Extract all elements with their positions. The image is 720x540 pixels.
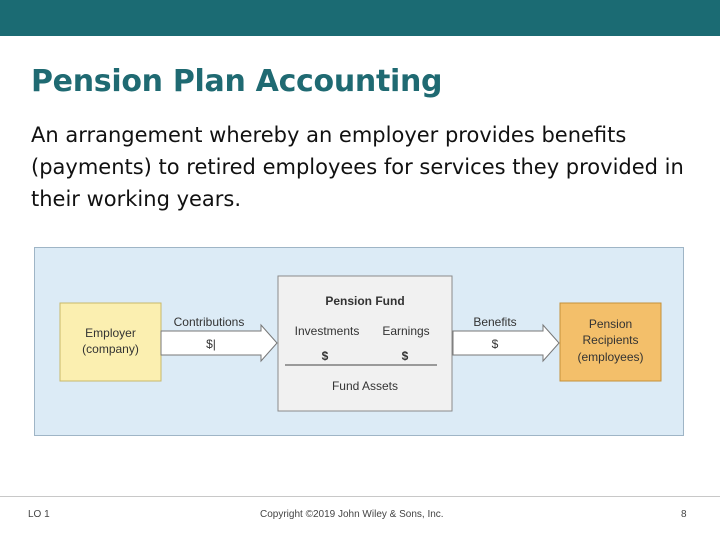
fund-assets-label: Fund Assets [331,379,399,393]
benefits-arrow [453,325,559,361]
earnings-label: Earnings [382,324,430,338]
recipients-label-line2: Recipients [582,333,639,347]
employer-label-line2: (company) [82,342,139,356]
copyright-notice: Copyright ©2019 John Wiley & Sons, Inc. [260,509,444,520]
pension-fund-title: Pension Fund [325,294,405,308]
investments-label: Investments [294,324,360,338]
employer-label-line1: Employer [85,326,136,340]
contributions-arrow [161,325,277,361]
footer-divider [0,496,720,497]
slide-body-text: An arrangement whereby an employer provides benefits (payments) to retired employees for services they provided in their working years. [31,123,684,211]
header-bar [0,0,720,36]
contributions-label: Contributions [173,315,245,329]
pension-flow-diagram [34,247,684,436]
slide-title: Pension Plan Accounting [31,64,443,99]
contributions-symbol: $| [206,337,216,351]
page-number: 8 [681,509,687,520]
recipients-label-line1: Pension [588,317,633,331]
benefits-label: Benefits [473,315,517,329]
earnings-symbol: $ [401,349,409,363]
diagram-canvas [35,248,685,437]
investments-symbol: $ [321,349,329,363]
learning-objective-label: LO 1 [28,509,50,520]
recipients-label-line3: (employees) [577,350,644,364]
benefits-symbol: $ [491,337,499,351]
